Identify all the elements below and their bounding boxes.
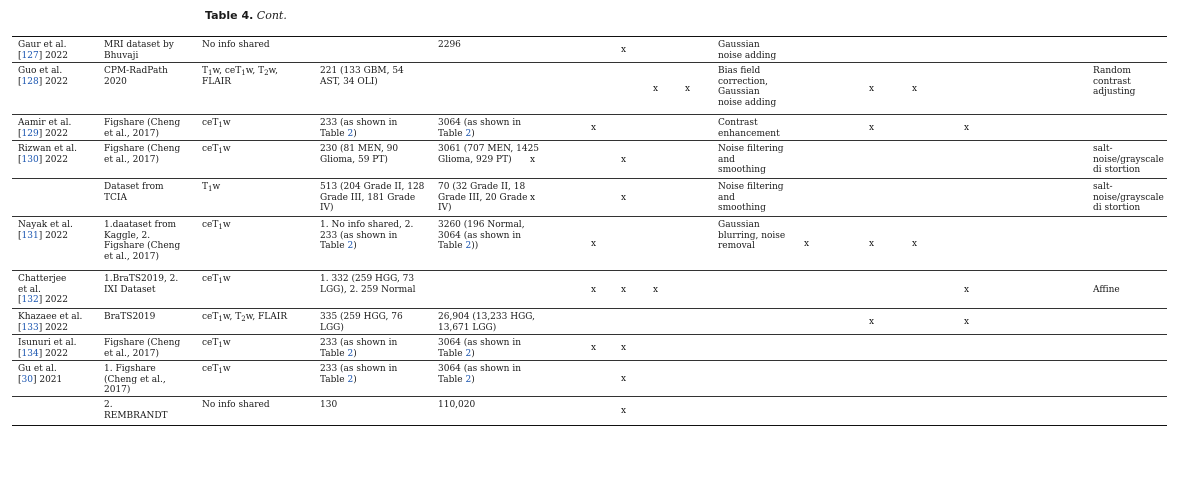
data-table — [12, 36, 1167, 426]
cell-subjects: 230 (81 MEN, 90 Glioma, 59 PT) — [320, 144, 399, 165]
cell-sequence: ceT$_1$w — [202, 220, 231, 231]
cell-subjects: 233 (as shown in Table 2) — [320, 338, 398, 359]
x-mark: x — [591, 343, 597, 353]
cell-images: 3064 (as shown in Table 2) — [438, 118, 521, 139]
table-caption — [205, 9, 287, 22]
citation-link[interactable]: 127 — [21, 50, 39, 61]
study-name: Gu et al. — [18, 364, 57, 374]
x-mark: x — [964, 123, 970, 133]
x-mark: x — [964, 317, 970, 327]
cell-sequence: $T_1w$ — [202, 182, 221, 193]
table-row — [12, 217, 1167, 271]
cell-dataset: 1. Figshare (Cheng et al., 2017) — [104, 364, 166, 396]
x-mark: x — [653, 84, 659, 94]
cell-images: 3061 (707 MEN, 1425 Glioma, 929 PT) — [438, 144, 540, 165]
x-mark: x — [591, 285, 597, 295]
study-name: Rizwan et al. — [18, 144, 78, 154]
table-row — [12, 115, 1167, 141]
cell-sequence: $T_1w$, ceT$_1$w, $T_2w$, FLAIR — [202, 66, 279, 87]
cell-preprocessing: Gaussian noise adding — [718, 40, 777, 61]
cell-subjects: 335 (259 HGG, 76 LGG) — [320, 312, 403, 333]
cell-study: Gu et al. [30] 2021 — [18, 364, 63, 385]
cell-study: Khazaee et al. [133] 2022 — [18, 312, 83, 333]
x-mark: x — [621, 155, 627, 165]
study-year: 2022 — [45, 76, 68, 87]
table-row — [12, 361, 1167, 397]
x-mark: x — [621, 343, 627, 353]
x-mark: x — [685, 84, 691, 94]
x-mark: x — [653, 285, 659, 295]
study-name: Chatterjee et al. — [18, 274, 67, 295]
x-mark: x — [869, 84, 875, 94]
study-name: Isunuri et al. — [18, 338, 77, 348]
cell-preprocessing: Bias field correction, Gaussian noise adding — [718, 66, 777, 108]
table-row — [12, 271, 1167, 309]
study-year: 2022 — [45, 50, 68, 61]
x-mark: x — [591, 123, 597, 133]
x-mark: x — [621, 406, 627, 416]
cell-sequence: No info shared — [202, 400, 270, 410]
cell-preprocessing: Gaussian blurring, noise removal — [718, 220, 786, 252]
study-year: 2022 — [45, 322, 68, 333]
study-year: 2021 — [39, 374, 63, 385]
cell-subjects: 1. No info shared, 2. 233 (as shown in Table 2) — [320, 220, 414, 252]
cell-subjects: 221 (133 GBM, 54 AST, 34 OLI) — [320, 66, 404, 87]
cell-augmentation: salt- noise/grayscale di stortion — [1093, 144, 1164, 176]
cell-subjects: 233 (as shown in Table 2) — [320, 364, 398, 385]
cell-preprocessing: Contrast enhancement — [718, 118, 780, 139]
citation-link[interactable]: 130 — [21, 154, 39, 165]
study-year: 2022 — [45, 230, 68, 241]
x-mark: x — [869, 239, 875, 249]
study-year: 2022 — [45, 348, 68, 359]
study-name: Gaur et al. — [18, 40, 67, 50]
cell-augmentation: Random contrast adjusting — [1093, 66, 1136, 98]
cell-study: Gaur et al. [127] 2022 — [18, 40, 68, 61]
cell-sequence: ceT$_1$w — [202, 118, 231, 129]
x-mark: x — [621, 374, 627, 384]
table-row — [12, 141, 1167, 179]
cell-sequence: No info shared — [202, 40, 270, 50]
x-mark: x — [530, 155, 536, 165]
table-row — [12, 335, 1167, 361]
cell-preprocessing: Noise filtering and smoothing — [718, 182, 784, 214]
cell-dataset: Dataset from TCIA — [104, 182, 164, 203]
cell-dataset: 1.daataset from Kaggle, 2. Figshare (Cheng et al., 2017) — [104, 220, 181, 262]
table-cont: Cont. — [256, 9, 287, 22]
cell-study: Aamir et al. [129] 2022 — [18, 118, 72, 139]
x-mark: x — [964, 285, 970, 295]
study-year: 2022 — [45, 295, 68, 306]
cell-augmentation: salt- noise/grayscale di stortion — [1093, 182, 1164, 214]
table-row — [12, 63, 1167, 115]
cell-subjects: 513 (204 Grade II, 128 Grade III, 181 Grade IV) — [320, 182, 425, 214]
study-name: Guo et al. — [18, 66, 63, 76]
cell-sequence: ceT$_1$w — [202, 274, 231, 285]
cell-study: Isunuri et al. [134] 2022 — [18, 338, 77, 359]
x-mark: x — [912, 239, 918, 249]
table-row — [12, 37, 1167, 63]
cell-subjects: 1. 332 (259 HGG, 73 LGG), 2. 259 Normal — [320, 274, 416, 295]
citation-link[interactable]: 133 — [21, 322, 39, 333]
citation-link[interactable]: 128 — [21, 76, 39, 87]
cell-dataset: Figshare (Cheng et al., 2017) — [104, 144, 181, 165]
x-mark: x — [912, 84, 918, 94]
cell-images: 3260 (196 Normal, 3064 (as shown in Table 2)) — [438, 220, 525, 252]
study-name: Nayak et al. — [18, 220, 73, 230]
cell-images: 70 (32 Grade II, 18 Grade III, 20 Grade IV) — [438, 182, 528, 214]
citation-link[interactable]: 134 — [21, 348, 39, 359]
table-row — [12, 179, 1167, 217]
cell-images: 26,904 (13,233 HGG, 13,671 LGG) — [438, 312, 535, 333]
cell-dataset: Figshare (Cheng et al., 2017) — [104, 118, 181, 139]
x-mark: x — [621, 45, 627, 55]
cell-dataset: CPM-RadPath 2020 — [104, 66, 168, 87]
cell-study: Rizwan et al. [130] 2022 — [18, 144, 78, 165]
cell-dataset: 1.BraTS2019, 2. IXI Dataset — [104, 274, 179, 295]
cell-sequence: ceT$_1$w, $T_2w$, FLAIR — [202, 312, 288, 323]
x-mark: x — [530, 193, 536, 203]
cell-study: Guo et al. [128] 2022 — [18, 66, 68, 87]
citation-link[interactable]: 129 — [21, 128, 39, 139]
cell-sequence: ceT$_1$w — [202, 364, 231, 375]
cell-sequence: ceT$_1$w — [202, 338, 231, 349]
x-mark: x — [869, 123, 875, 133]
study-name: Aamir et al. — [18, 118, 72, 128]
x-mark: x — [591, 239, 597, 249]
cell-images: 3064 (as shown in Table 2) — [438, 338, 521, 359]
cell-dataset: MRI dataset by Bhuvaji — [104, 40, 174, 61]
citation-link[interactable]: 30 — [21, 374, 33, 385]
table-label: Table 4. — [205, 9, 254, 22]
study-name: Khazaee et al. — [18, 312, 83, 322]
cell-augmentation: Affine — [1093, 285, 1120, 295]
x-mark: x — [804, 239, 810, 249]
cell-study: Nayak et al. [131] 2022 — [18, 220, 73, 241]
x-mark: x — [869, 317, 875, 327]
cell-sequence: ceT$_1$w — [202, 144, 231, 155]
table-row — [12, 397, 1167, 425]
cell-study: Chatterjee et al. [132] 2022 — [18, 274, 68, 306]
citation-link[interactable]: 131 — [21, 230, 39, 241]
study-year: 2022 — [45, 128, 68, 139]
x-mark: x — [621, 285, 627, 295]
cell-dataset: 2. REMBRANDT — [104, 400, 168, 421]
table-row — [12, 309, 1167, 335]
cell-images: 3064 (as shown in Table 2) — [438, 364, 521, 385]
cell-subjects: 130 — [320, 400, 338, 410]
study-year: 2022 — [45, 154, 68, 165]
cell-subjects: 233 (as shown in Table 2) — [320, 118, 398, 139]
cell-dataset: Figshare (Cheng et al., 2017) — [104, 338, 181, 359]
cell-preprocessing: Noise filtering and smoothing — [718, 144, 784, 176]
x-mark: x — [621, 193, 627, 203]
cell-images: 2296 — [438, 40, 461, 50]
cell-dataset: BraTS2019 — [104, 312, 156, 322]
citation-link[interactable]: 132 — [21, 295, 39, 306]
cell-images: 110,020 — [438, 400, 476, 410]
